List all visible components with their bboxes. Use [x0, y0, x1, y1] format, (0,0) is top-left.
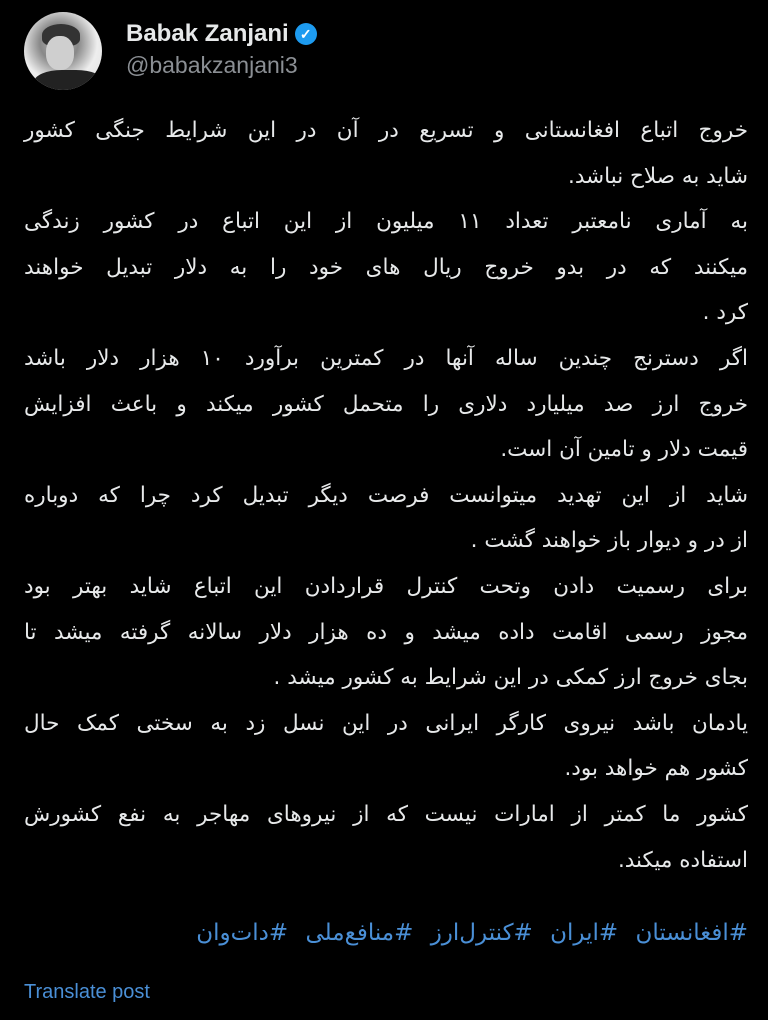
hashtag-link[interactable]: #کنترل‌ارز — [430, 920, 533, 946]
post-line: اگر دسترنج چندین ساله آنها در کمترین برآورد ۱۰ هزار دلار باشد — [24, 345, 748, 371]
post-line: بجای خروج ارز کمکی در این شرایط به کشور میشد . — [273, 665, 748, 691]
hashtag-link[interactable]: #منافع‌ملی — [305, 920, 414, 946]
avatar-face — [46, 36, 74, 70]
hashtag-link[interactable]: #ایران — [550, 920, 619, 946]
author-handle[interactable]: @babakzanjani3 — [126, 52, 298, 78]
translate-post-link[interactable]: Translate post — [24, 981, 150, 1003]
post-line: خروج اتباع افغانستانی و تسریع در آن در این شرایط جنگی کشور — [24, 118, 748, 143]
post-line: خروج ارز صد میلیارد دلاری را متحمل کشور میکند و باعث افزایش — [24, 391, 748, 417]
post-line: از در و دیوار باز خواهند گشت . — [470, 528, 748, 554]
post-line: برای رسمیت دادن وتحت کنترل قراردادن این اتباع شاید بهتر بود — [24, 573, 748, 599]
post-line: مجوز رسمی اقامت داده میشد و ده هزار دلار سالانه گرفته میشد تا — [24, 619, 748, 645]
author-name[interactable]: Babak Zanjani — [126, 20, 289, 47]
author-name-row[interactable] — [126, 20, 317, 48]
post-line: کشور ما کمتر از امارات نیست که از نیروهای مهاجر به نفع کشورش — [24, 801, 748, 827]
verified-badge-icon: ✓ — [295, 23, 317, 45]
post-line: کرد . — [702, 300, 748, 326]
post-line: میکنند که در بدو خروج ریال های خود را به دلار تبدیل خواهند — [24, 254, 748, 280]
hashtag-link[interactable]: #دات‌وان — [196, 920, 289, 946]
post-line: شاید از این تهدید میتوانست فرصت دیگر تبدیل کرد چرا که دوباره — [24, 482, 748, 508]
avatar-body — [34, 70, 102, 90]
post-text — [24, 108, 748, 883]
hashtags — [24, 920, 748, 946]
post-line: قیمت دلار و تامین آن است. — [500, 437, 748, 463]
post-line: شاید به صلاح نباشد. — [568, 163, 748, 189]
post-line: استفاده میکند. — [617, 847, 748, 873]
post-line: به آماری نامعتبر تعداد ۱۱ میلیون از این اتباع در کشور زندگی — [24, 209, 748, 235]
post-line: کشور هم خواهد بود. — [564, 756, 748, 782]
hashtag-link[interactable]: #افغانستان — [635, 920, 748, 946]
author-avatar[interactable] — [24, 12, 102, 90]
post-line: یادمان باشد نیروی کارگر ایرانی در این نسل زد به سختی کمک حال — [24, 710, 748, 736]
